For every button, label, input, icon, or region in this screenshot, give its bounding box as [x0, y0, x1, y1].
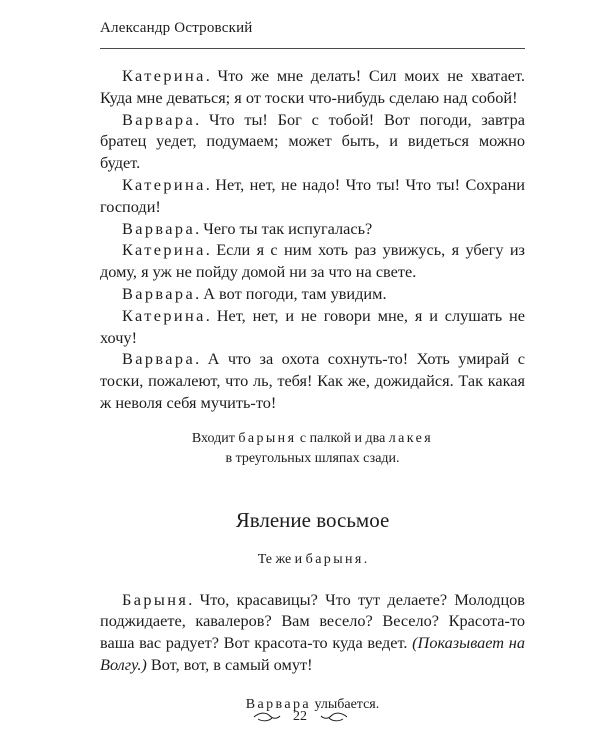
character-name: лакея [388, 430, 434, 446]
stage-direction [100, 429, 525, 469]
speaker-name: Катерина [122, 174, 206, 194]
left-flourish-ornament-icon [252, 709, 286, 724]
dialogue-line [100, 239, 525, 283]
speaker-name: Катерина [122, 305, 206, 325]
dialogue-line [100, 283, 525, 305]
right-flourish-ornament-icon [319, 709, 349, 724]
speaker-name: Варвара [122, 109, 196, 129]
stage-text: с палкой и два [296, 430, 389, 446]
dialogue-line [100, 305, 525, 349]
cast-text: . [363, 551, 368, 567]
stage-text: улыбается. [310, 696, 380, 712]
stage-direction-line-1 [100, 429, 525, 449]
speaker-name: Варвара [122, 349, 196, 369]
dialogue-line [100, 348, 525, 413]
page-footer [0, 709, 600, 725]
stage-direction-line-2: в треугольных шляпах сзади. [225, 450, 400, 466]
line-text: . Нет, нет, и не говори мне, я и слушать не хочу! [100, 305, 525, 347]
header-rule [100, 48, 525, 49]
speaker-name: Варвара [122, 283, 196, 303]
line-text: Вот, вот, в самый омут! [146, 654, 313, 674]
line-text: . А что за охота сохнуть-то! Хоть умирай с тоски, пожалеют, что ль, тебя! Как же, дожидайся. Так какая ж неволя себя мучить-то! [100, 349, 525, 412]
speaker-name: Варвара [122, 218, 196, 238]
line-text: . Что же мне делать! Сил моих не хватает. Куда мне деваться; я от тоски что-нибудь сделаю над собой! [100, 66, 525, 107]
dialogue-line [100, 589, 525, 676]
character-name: барыня [238, 430, 297, 446]
dialogue-line [100, 218, 525, 240]
scene-cast [100, 549, 525, 571]
line-text: . Если я с ним хоть раз увижусь, я убегу из дому, я уж не пойду домой ни за что на свете. [100, 240, 525, 282]
line-text: . Нет, нет, не надо! Что ты! Что ты! Сохрани господи! [100, 174, 525, 216]
line-text: . А вот погоди, там увидим. [195, 283, 387, 303]
line-text: . Что, красавицы? Что тут делаете? Молодцов поджидаете, кавалеров? Вам весело? Весело? Красота-то ваша вас радует? Вот красота-то куда ведет. [100, 589, 525, 653]
stage-text: Входит [191, 430, 239, 446]
dialogue-line [100, 174, 525, 218]
inline-stage-direction: (Показывает на Волгу.) [100, 633, 525, 674]
line-text: . Чего ты так испугалась? [195, 218, 373, 238]
page-body [100, 65, 525, 716]
speaker-name: Катерина [122, 66, 206, 85]
character-name: барыня [305, 551, 364, 567]
speaker-name: Барыня [122, 589, 189, 609]
line-text: . Что ты! Бог с тобой! Вот погоди, завтра братец уедет, подумаем; может быть, и видеться можно будет. [100, 109, 525, 173]
running-header: Александр Островский [100, 20, 253, 36]
scene-heading: Явление восьмое [235, 507, 390, 532]
cast-text: Те же и [257, 551, 306, 567]
page-number: 22 [293, 709, 307, 724]
speaker-name: Катерина [122, 240, 206, 260]
character-name: Варвара [245, 696, 311, 712]
dialogue-line [100, 65, 525, 109]
dialogue-line [100, 109, 525, 174]
